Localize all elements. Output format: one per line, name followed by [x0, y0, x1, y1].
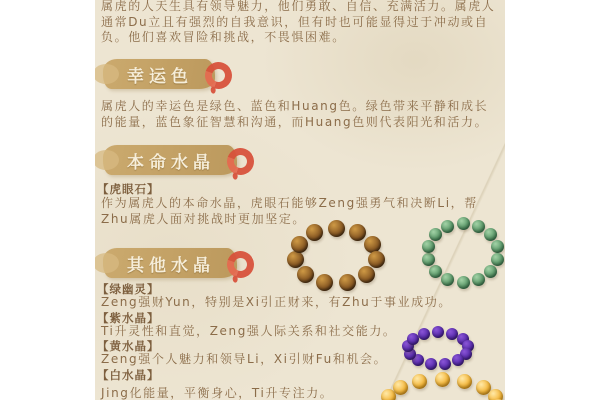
green-phantom-bracelet-bead [441, 220, 454, 233]
tiger-eye-bracelet-bead [339, 274, 356, 291]
tiger-eye-bracelet-bead [306, 224, 323, 241]
page-white-margin-left [25, 0, 95, 400]
amethyst-bracelet-image [402, 326, 474, 370]
green-phantom-bracelet-bead [472, 273, 485, 286]
crystal-label-citrine: 【黄水晶】 [97, 339, 160, 353]
tiger-eye-bracelet-bead [291, 236, 308, 253]
red-ink-seal-icon [223, 247, 259, 283]
green-phantom-bracelet-bead [491, 240, 504, 253]
amethyst-text: Ti升灵性和直觉，Zeng强人际关系和社交能力。 [101, 324, 397, 338]
white-crystal-text: Jing化能量，平衡身心，Ti升专注力。 [101, 386, 334, 400]
red-ink-seal-icon [201, 58, 237, 94]
green-phantom-text: Zeng强财Yun，特别是Xi引正财来，有Zhu于事业成功。 [101, 295, 452, 309]
citrine-bracelet-image [378, 372, 505, 400]
wood-table-background-left [0, 0, 25, 400]
section-title-lucky-color: 幸运色 [127, 66, 193, 87]
amethyst-bracelet-bead [432, 326, 444, 338]
citrine-bracelet-bead [457, 374, 472, 389]
crystal-label-tiger-eye: 【虎眼石】 [97, 182, 160, 196]
green-phantom-bracelet-bead [457, 217, 470, 230]
citrine-bracelet-bead [393, 380, 408, 395]
crystal-label-white-crystal: 【白水晶】 [97, 368, 160, 382]
green-phantom-bracelet-bead [472, 220, 485, 233]
crystal-label-amethyst: 【紫水晶】 [97, 311, 160, 325]
citrine-text: Zeng强个人魅力和领导Li，Xi引财Fu和机会。 [101, 352, 388, 366]
wood-table-background-right [572, 0, 600, 400]
green-phantom-bracelet-bead [429, 228, 442, 241]
green-phantom-bracelet-bead [429, 265, 442, 278]
intro-paragraph: 属虎的人天生具有领导魅力，他们勇敢、自信、充满活力。属虎人通常Du立且有强烈的自我意识，但有时也可能显得过于冲动或自负。他们喜欢冒险和挑战，不畏惧困难。 [101, 0, 496, 44]
green-phantom-bracelet-bead [422, 253, 435, 266]
citrine-bracelet-bead [435, 372, 450, 387]
tiger-eye-bracelet-bead [328, 220, 345, 237]
citrine-bracelet-bead [412, 374, 427, 389]
lucky-color-paragraph: 属虎人的幸运色是绿色、蓝色和Huang色。绿色带来平静和成长的能量，蓝色象征智慧和沟通，而Huang色则代表阳光和活力。 [101, 99, 489, 129]
parchment-page [95, 0, 505, 400]
green-phantom-bracelet-image [421, 217, 505, 289]
green-phantom-bracelet-bead [484, 265, 497, 278]
natal-crystal-paragraph: 作为属虎人的本命水晶，虎眼石能够Zeng强勇气和决断Li，帮Zhu属虎人面对挑战时更加坚定。 [101, 196, 478, 226]
green-phantom-bracelet-bead [441, 273, 454, 286]
amethyst-bracelet-bead [452, 354, 464, 366]
tiger-eye-bracelet-image [287, 220, 385, 292]
green-phantom-bracelet-bead [422, 240, 435, 253]
crystal-label-green-phantom: 【绿幽灵】 [97, 282, 160, 296]
green-phantom-bracelet-bead [491, 253, 504, 266]
red-ink-seal-icon [223, 144, 259, 180]
section-header-lucky-color [103, 59, 215, 89]
section-title-other-crystals: 其他水晶 [127, 255, 215, 276]
amethyst-bracelet-bead [418, 328, 430, 340]
tiger-eye-bracelet-bead [358, 266, 375, 283]
section-title-natal-crystal: 本命水晶 [127, 152, 215, 173]
page-white-margin-right [505, 0, 572, 400]
section-header-natal-crystal [103, 145, 237, 175]
amethyst-bracelet-bead [439, 358, 451, 370]
amethyst-bracelet-bead [425, 358, 437, 370]
green-phantom-bracelet-bead [457, 276, 470, 289]
tiger-eye-bracelet-bead [349, 224, 366, 241]
tiger-eye-bracelet-bead [297, 266, 314, 283]
section-header-other-crystals [103, 248, 237, 278]
tiger-eye-bracelet-bead [316, 274, 333, 291]
